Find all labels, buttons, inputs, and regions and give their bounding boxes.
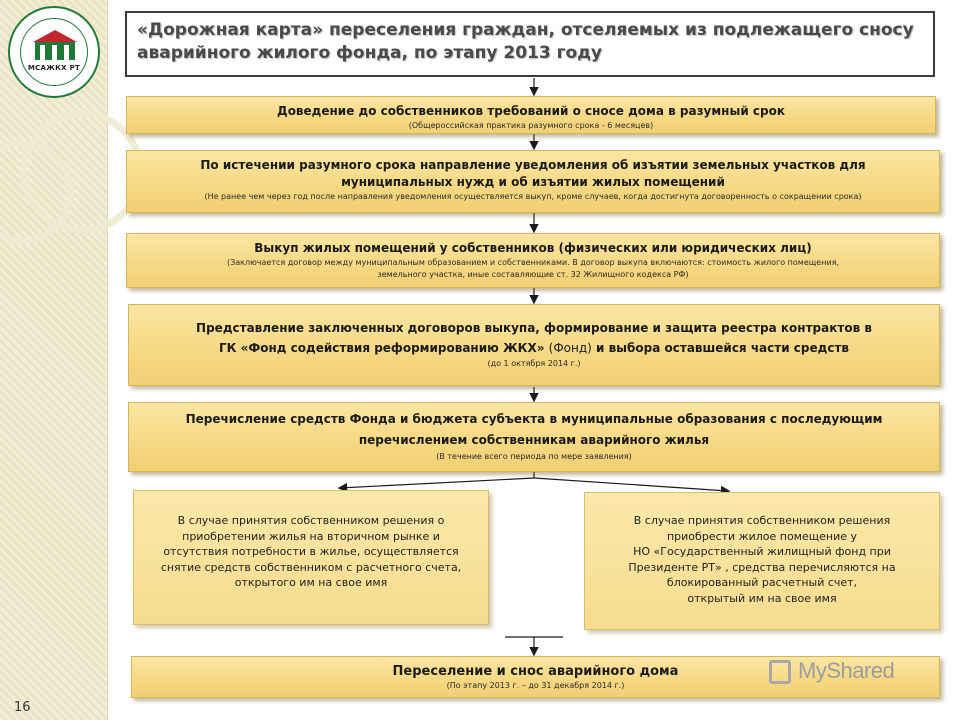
title-line-1: «Дорожная карта» переселения граждан, отселяемых из подлежащего сносу xyxy=(137,20,914,40)
branch-right-line: приобрести жилое помещение у xyxy=(666,529,857,543)
branch-right-line: В случае принятия собственником решения xyxy=(633,514,891,527)
branch-left-line: открытого им на свое имя xyxy=(234,576,388,589)
step-4-title-line-2 xyxy=(129,338,939,358)
step-4-title-line-1: Представление заключенных договоров выкупа, формирование и защита реестра контрактов в xyxy=(196,321,872,335)
arrow-right-branch xyxy=(534,478,728,491)
final-step-title: Переселение и снос аварийного дома xyxy=(392,664,679,679)
branch-left-line: снятие средств собственником с расчетного счета, xyxy=(160,560,462,574)
step-3-note-line-2: земельного участка, иные составляющие ст. 32 Жилищного кодекса РФ) xyxy=(377,270,689,279)
step-1-box xyxy=(126,96,936,134)
step-5-box xyxy=(128,402,940,472)
arrow-left-branch xyxy=(340,478,534,488)
step-5-title-line-1: Перечисление средств Фонда и бюджета субъекта в муниципальные образования с последующим xyxy=(185,412,883,426)
branch-right-line: НО «Государственный жилищный фонд при xyxy=(633,545,891,558)
step-2-title-line-2: муниципальных нужд и об изъятии жилых помещений xyxy=(341,175,725,189)
branch-left-box xyxy=(133,490,489,625)
step-4-fund-name: ГК «Фонд содействия реформированию ЖКХ» xyxy=(218,341,549,355)
step-5-note: (В течение всего периода по мере заявления) xyxy=(436,452,632,461)
step-1-title: Доведение до собственников требований о сносе дома в разумный срок xyxy=(277,104,785,118)
step-2-title-line-1: По истечении разумного срока направление уведомления об изъятии земельных участков для xyxy=(200,158,866,172)
branch-left-line: отсутствия потребности в жилье, осуществляется xyxy=(163,545,459,558)
branch-left-line: приобретении жилья на вторичном рынке и xyxy=(182,529,440,543)
step-2-note: (Не ранее чем через год после направления уведомления осуществляется выкуп, кроме случаев, когда достигнута договоренность о сокращении срока) xyxy=(204,192,862,201)
watermark-icon xyxy=(769,660,791,684)
step-4-box xyxy=(128,304,940,386)
branch-right-line: блокированный расчетный счет, xyxy=(666,576,858,589)
step-2-box xyxy=(126,150,940,213)
step-1-note: (Общероссийская практика разумного срока - 6 месяцев) xyxy=(408,121,654,130)
step-3-title: Выкуп жилых помещений у собственников (физических или юридических лиц) xyxy=(254,241,812,255)
page-number: 16 xyxy=(14,700,31,715)
step-5-title-line-2: перечислением собственникам аварийного жилья xyxy=(358,433,710,447)
step-3-box xyxy=(126,233,940,288)
watermark-text: MyShared xyxy=(798,658,895,683)
branch-right-line: Президенте РТ» , средства перечисляются на xyxy=(628,560,896,574)
branch-left-line: В случае принятия собственником решения о xyxy=(177,514,445,527)
step-4-note: (до 1 октября 2014 г.) xyxy=(487,359,581,368)
title-line-2: аварийного жилого фонда, по этапу 2013 году xyxy=(137,43,603,63)
final-step-note: (По этапу 2013 г. – до 31 декабря 2014 г.) xyxy=(446,681,625,690)
logo-text: МСАЖКХ РТ xyxy=(27,64,81,72)
step-4-fund-abbr: (Фонд) xyxy=(548,341,592,355)
branch-right-line: открытый им на свое имя xyxy=(687,591,837,605)
branch-right-box xyxy=(584,492,940,630)
step-4-title-tail: и выбора оставшейся части средств xyxy=(591,341,850,355)
step-3-note-line-1: (Заключается договор между муниципальным образованием и собственниками. В договор выкупа включаются: стоимость жилого помещения, xyxy=(226,258,840,267)
